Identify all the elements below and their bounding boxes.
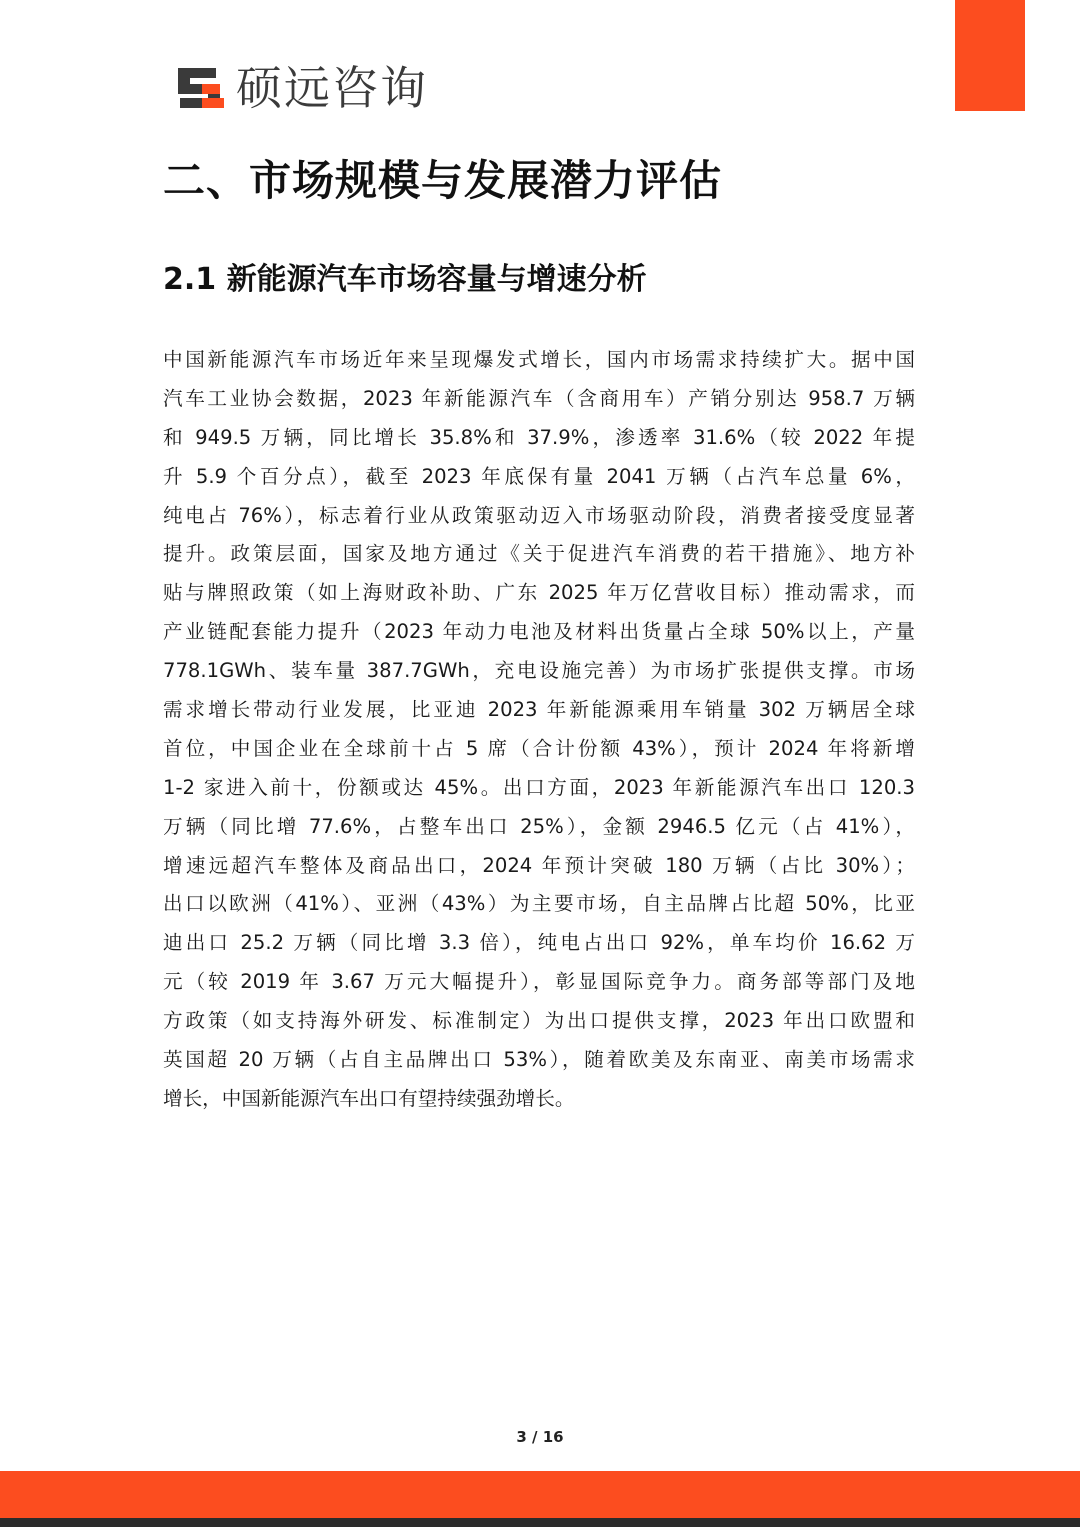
paragraph-line: 提升。政策层面，国家及地方通过《关于促进汽车消费的若干措施》、地方补 — [163, 542, 915, 566]
paragraph-line: 中国新能源汽车市场近年来呈现爆发式增长，国内市场需求持续扩大。据中国 — [163, 348, 915, 371]
paragraph-line: 增长，中国新能源汽车出口有望持续强劲增长。 — [163, 1086, 575, 1110]
corner-accent-tab — [955, 0, 1025, 111]
paragraph-line: 万辆（同比增 77.6%，占整车出口 25%），金额 2946.5 亿元（占 41%）， — [163, 814, 915, 838]
paragraph-line: 和 949.5 万辆，同比增长 35.8%和 37.9%，渗透率 31.6%（较 2022 年提 — [163, 425, 915, 449]
paragraph-line: 贴与牌照政策（如上海财政补助、广东 2025 年万亿营收目标）推动需求，而 — [163, 581, 915, 605]
paragraph-line: 迪出口 25.2 万辆（同比增 3.3 倍），纯电占出口 92%，单车均价 16.62 万 — [163, 931, 915, 955]
paragraph-line: 产业链配套能力提升（2023 年动力电池及材料出货量占全球 50%以上，产量 — [163, 620, 915, 644]
paragraph-line: 首位，中国企业在全球前十占 5 席（合计份额 43%），预计 2024 年将新增 — [163, 736, 915, 760]
footer-dark-strip — [0, 1518, 1080, 1527]
footer-accent-bar — [0, 1471, 1080, 1518]
paragraph-line: 出口以欧洲（41%）、亚洲（43%）为主要市场，自主品牌占比超 50%，比亚 — [163, 892, 915, 916]
paragraph-line: 元（较 2019 年 3.67 万元大幅提升），彰显国际竞争力。商务部等部门及地 — [163, 970, 915, 994]
section-title: 2.1 新能源汽车市场容量与增速分析 — [163, 262, 647, 297]
paragraph-line: 方政策（如支持海外研发、标准制定）为出口提供支撑，2023 年出口欧盟和 — [163, 1009, 915, 1033]
paragraph-line: 需求增长带动行业发展，比亚迪 2023 年新能源乘用车销量 302 万辆居全球 — [163, 698, 915, 722]
body-paragraph — [163, 341, 915, 1119]
paragraph-line: 英国超 20 万辆（占自主品牌出口 53%），随着欧美及东南亚、南美市场需求 — [163, 1048, 915, 1072]
paragraph-line: 纯电占 76%），标志着行业从政策驱动迈入市场驱动阶段，消费者接受度显著 — [163, 503, 915, 527]
paragraph-line: 1-2 家进入前十，份额或达 45%。出口方面，2023 年新能源汽车出口 120.3 — [163, 775, 915, 799]
paragraph-line: 汽车工业协会数据，2023 年新能源汽车（含商用车）产销分别达 958.7 万辆 — [163, 386, 915, 410]
paragraph-line: 778.1GWh、装车量 387.7GWh，充电设施完善）为市场扩张提供支撑。市场 — [163, 659, 915, 683]
brand-header — [176, 62, 428, 114]
chapter-title: 二、市场规模与发展潜力评估 — [163, 156, 723, 205]
page-number: 3 / 16 — [516, 1428, 564, 1446]
paragraph-line: 增速远超汽车整体及商品出口，2024 年预计突破 180 万辆（占比 30%）； — [163, 853, 915, 877]
s-mark-logo-icon — [176, 64, 228, 112]
paragraph-line: 升 5.9 个百分点），截至 2023 年底保有量 2041 万辆（占汽车总量 6%， — [163, 464, 915, 488]
brand-name: 硕远咨询 — [236, 61, 428, 115]
